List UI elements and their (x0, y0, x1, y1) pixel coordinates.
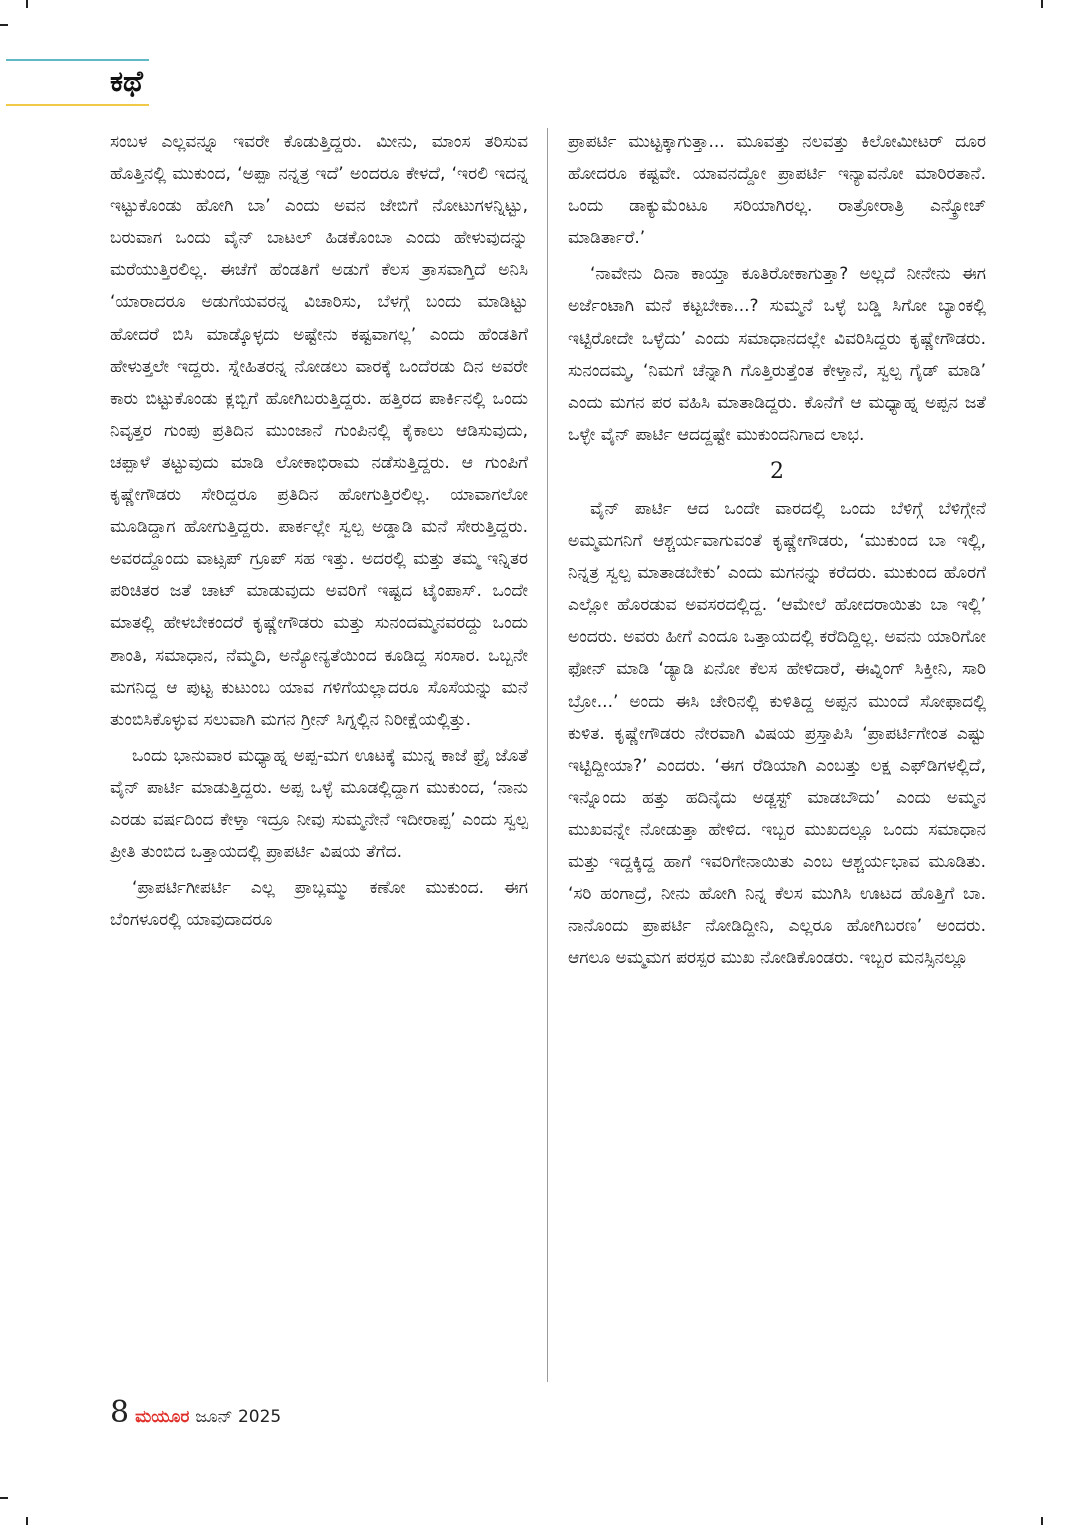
paragraph: ‘ನಾವೇನು ದಿನಾ ಕಾಯ್ತಾ ಕೂತಿರೋಕಾಗುತ್ತಾ? ಅಲ್ಲದೆ ನೀನೇನು ಈಗ ಅರ್ಜೆಂಟಾಗಿ ಮನೆ ಕಟ್ಟಬೇಕಾ...? ಸುಮ್ಮನೆ ಒಳ್ಳೆ ಬಡ್ಡಿ ಸಿಗೋ ಬ್ಯಾಂಕಲ್ಲಿ ಇಟ್ಟಿರೋದೇ ಒಳ್ಳೆದು’ ಎಂದು ಸಮಾಧಾನದಲ್ಲೇ ವಿವರಿಸಿದ್ದರು ಕೃಷ್ಣೇಗೌಡರು. ಸುನಂದಮ್ಮ, ‘ನಿಮಗೆ ಚೆನ್ನಾಗಿ ಗೊತ್ತಿರುತ್ತೆಂತ ಕೇಳ್ತಾನೆ, ಸ್ವಲ್ಪ ಗೈಡ್ ಮಾಡಿ’ ಎಂದು ಮಗನ ಪರ ವಹಿಸಿ ಮಾತಾಡಿದ್ದರು. ಕೊನೆಗೆ ಆ ಮಧ್ಯಾಹ್ನ ಅಪ್ಪನ ಜತೆ ಒಳ್ಳೇ ವೈನ್ ಪಾರ್ಟಿ ಆದದ್ದಷ್ಟೇ ಮುಕುಂದನಿಗಾದ ಲಾಭ. (568, 264, 986, 445)
crop-mark (26, 1517, 28, 1525)
issue-date: ಜೂನ್ 2025 (195, 1407, 282, 1427)
left-column (110, 126, 528, 940)
header-rule-bottom (6, 104, 149, 106)
crop-mark (1041, 0, 1043, 8)
right-column (568, 126, 986, 978)
page-footer (110, 1395, 281, 1429)
crop-mark (26, 0, 28, 8)
column-divider (547, 128, 548, 1382)
paragraph: ಪ್ರಾಪರ್ಟಿ ಮುಟ್ಟಕ್ಕಾಗುತ್ತಾ... ಮೂವತ್ತು ನಲವತ್ತು ಕಿಲೋಮೀಟರ್ ದೂರ ಹೋದರೂ ಕಷ್ಟವೇ. ಯಾವನದ್ದೋ ಪ್ರಾಪರ್ಟಿ ಇನ್ಯಾವನೋ ಮಾರಿರತಾನೆ. ಒಂದು ಡಾಕ್ಯುಮೆಂಟೂ ಸರಿಯಾಗಿರಲ್ಲ. ರಾತ್ರೋರಾತ್ರಿ ಎನ್ಕ್ರೋಚ್ ಮಾಡಿರ್ತಾರೆ.’ (568, 132, 986, 249)
crop-mark (1041, 1517, 1043, 1525)
paragraph: ಸಂಬಳ ಎಲ್ಲವನ್ನೂ ಇವರೇ ಕೊಡುತ್ತಿದ್ದರು. ಮೀನು, ಮಾಂಸ ತರಿಸುವ ಹೊತ್ತಿನಲ್ಲಿ ಮುಕುಂದ, ‘ಅಪ್ಪಾ ನನ್ನತ್ರ ಇದೆ’ ಅಂದರೂ ಕೇಳದೆ, ‘ಇರಲಿ ಇದನ್ನ ಇಟ್ಟುಕೊಂಡು ಹೋಗಿ ಬಾ’ ಎಂದು ಅವನ ಜೇಬಿಗೆ ನೋಟುಗಳನ್ನಿಟ್ಟು, ಬರುವಾಗ ಒಂದು ವೈನ್ ಬಾಟಲ್ ಹಿಡಕೊಂಬಾ ಎಂದು ಹೇಳುವುದನ್ನು ಮರೆಯುತ್ತಿರಲಿಲ್ಲ. ಈಚೆಗೆ ಹೆಂಡತಿಗೆ ಅಡುಗೆ ಕೆಲಸ ತ್ರಾಸವಾಗ್ತಿದೆ ಅನಿಸಿ ‘ಯಾರಾದರೂ ಅಡುಗೆಯವರನ್ನ ವಿಚಾರಿಸು, ಬೆಳಗ್ಗೆ ಬಂದು ಮಾಡಿಟ್ಟು ಹೋದರೆ ಬಿಸಿ ಮಾಡ್ಕೊಳ್ಳದು ಅಷ್ಟೇನು ಕಷ್ಟವಾಗಲ್ಲ’ ಎಂದು ಹೆಂಡತಿಗೆ ಹೇಳುತ್ತಲೇ ಇದ್ದರು. ಸ್ನೇಹಿತರನ್ನ ನೋಡಲು ವಾರಕ್ಕೆ ಒಂದೆರಡು ದಿನ ಅವರೇ ಕಾರು ಬಿಟ್ಟುಕೊಂಡು ಕ್ಲಬ್ಬಿಗೆ ಹೋಗಿಬರುತ್ತಿದ್ದರು. ಹತ್ತಿರದ ಪಾರ್ಕಿನಲ್ಲಿ ಒಂದು ನಿವೃತ್ತರ ಗುಂಪು ಪ್ರತಿದಿನ ಮುಂಜಾನೆ ಗುಂಪಿನಲ್ಲಿ ಕೈಕಾಲು ಆಡಿಸುವುದು, ಚಪ್ಪಾಳೆ ತಟ್ಟುವುದು ಮಾಡಿ ಲೋಕಾಭಿರಾಮ ನಡೆಸುತ್ತಿದ್ದರು. ಆ ಗುಂಪಿಗೆ ಕೃಷ್ಣೇಗೌಡರು ಸೇರಿದ್ದರೂ ಪ್ರತಿದಿನ ಹೋಗುತ್ತಿರಲಿಲ್ಲ. ಯಾವಾಗಲೋ ಮೂಡಿದ್ದಾಗ ಹೋಗುತ್ತಿದ್ದರು. ಪಾರ್ಕಲ್ಲೇ ಸ್ವಲ್ಪ ಅಡ್ಡಾಡಿ ಮನೆ ಸೇರುತ್ತಿದ್ದರು. ಅವರದ್ದೊಂದು ವಾಟ್ಸಪ್ ಗ್ರೂಪ್ ಸಹ ಇತ್ತು. ಅದರಲ್ಲಿ ಮತ್ತು ತಮ್ಮ ಇನ್ನಿತರ ಪರಿಚಿತರ ಜತೆ ಚಾಟ್ ಮಾಡುವುದು ಅವರಿಗೆ ಇಷ್ಟದ ಟೈಂಪಾಸ್. ಒಂದೇ ಮಾತಲ್ಲಿ ಹೇಳಬೇಕಂದರೆ ಕೃಷ್ಣೇಗೌಡರು ಮತ್ತು ಸುನಂದಮ್ಮನವರದ್ದು ಒಂದು ಶಾಂತಿ, ಸಮಾಧಾನ, ನೆಮ್ಮದಿ, ಅನ್ಯೋನ್ಯತೆಯಿಂದ ಕೂಡಿದ್ದ ಸಂಸಾರ. ಒಬ್ಬನೇ ಮಗನಿದ್ದ ಆ ಪುಟ್ಟ ಕುಟುಂಬ ಯಾವ ಗಳಿಗೆಯಲ್ಲಾದರೂ ಸೊಸೆಯನ್ನು ಮನೆ ತುಂಬಿಸಿಕೊಳ್ಳುವ ಸಲುವಾಗಿ ಮಗನ ಗ್ರೀನ್ ಸಿಗ್ನಲ್ಲಿನ ನಿರೀಕ್ಷೆಯಲ್ಲಿತ್ತು. (110, 132, 528, 730)
section-title: ಕಥೆ (110, 64, 143, 98)
paragraph: ವೈನ್ ಪಾರ್ಟಿ ಆದ ಒಂದೇ ವಾರದಲ್ಲಿ ಒಂದು ಬೆಳಿಗ್ಗೆ ಬೆಳಿಗ್ಗೇನೆ ಅಮ್ಮಮಗನಿಗೆ ಆಶ್ಚರ್ಯವಾಗುವಂತೆ ಕೃಷ್ಣೇಗೌಡರು, ‘ಮುಕುಂದ ಬಾ ಇಲ್ಲಿ, ನಿನ್ನತ್ರ ಸ್ವಲ್ಪ ಮಾತಾಡಬೇಕು’ ಎಂದು ಮಗನನ್ನು ಕರೆದರು. ಮುಕುಂದ ಹೊರಗೆ ಎಲ್ಲೋ ಹೊರಡುವ ಅವಸರದಲ್ಲಿದ್ದ. ‘ಆಮೇಲೆ ಹೋದರಾಯಿತು ಬಾ ಇಲ್ಲಿ’ ಅಂದರು. ಅವರು ಹೀಗೆ ಎಂದೂ ಒತ್ತಾಯದಲ್ಲಿ ಕರೆದಿದ್ದಿಲ್ಲ. ಅವನು ಯಾರಿಗೋ ಫೋನ್ ಮಾಡಿ ‘ಡ್ಯಾಡಿ ಏನೋ ಕೆಲಸ ಹೇಳಿದಾರೆ, ಈವ್ನಿಂಗ್ ಸಿಕ್ತೀನಿ, ಸಾರಿ ಬ್ರೋ...’ ಅಂದು ಈಸಿ ಚೇರಿನಲ್ಲಿ ಕುಳಿತಿದ್ದ ಅಪ್ಪನ ಮುಂದೆ ಸೋಫಾದಲ್ಲಿ ಕುಳಿತ. ಕೃಷ್ಣೇಗೌಡರು ನೇರವಾಗಿ ವಿಷಯ ಪ್ರಸ್ತಾಪಿಸಿ ‘ಪ್ರಾಪರ್ಟಿಗೇಂತ ಎಷ್ಟು ಇಟ್ಟಿದ್ದೀಯಾ?’ ಎಂದರು. ‘ಈಗ ರೆಡಿಯಾಗಿ ಎಂಬತ್ತು ಲಕ್ಷ ಎಫ್‌ಡಿಗಳಲ್ಲಿದೆ, ಇನ್ನೊಂದು ಹತ್ತು ಹದಿನೈದು ಅಡ್ಜಸ್ಟ್ ಮಾಡಬೌದು’ ಎಂದು ಅಮ್ಮನ ಮುಖವನ್ನೇ ನೋಡುತ್ತಾ ಹೇಳಿದ. ಇಬ್ಬರ ಮುಖದಲ್ಲೂ ಒಂದು ಸಮಾಧಾನ ಮತ್ತು ಇದ್ದಕ್ಕಿದ್ದ ಹಾಗೆ ಇವರಿಗೇನಾಯಿತು ಎಂಬ ಆಶ್ಚರ್ಯಭಾವ ಮೂಡಿತು. ‘ಸರಿ ಹಂಗಾದ್ರೆ, ನೀನು ಹೋಗಿ ನಿನ್ನ ಕೆಲಸ ಮುಗಿಸಿ ಊಟದ ಹೊತ್ತಿಗೆ ಬಾ. ನಾನೊಂದು ಪ್ರಾಪರ್ಟಿ ನೋಡಿದ್ದೀನಿ, ಎಲ್ಲರೂ ಹೋಗಿಬರಣ’ ಅಂದರು. ಆಗಲೂ ಅಮ್ಮಮಗ ಪರಸ್ಪರ ಮುಖ ನೋಡಿಕೊಂಡರು. ಇಬ್ಬರ ಮನಸ್ಸಿನಲ್ಲೂ (568, 498, 986, 969)
paragraph: ಒಂದು ಭಾನುವಾರ ಮಧ್ಯಾಹ್ನ ಅಪ್ಪ-ಮಗ ಊಟಕ್ಕೆ ಮುನ್ನ ಕಾಜೆ ಫ್ರೈ ಜೊತೆ ವೈನ್ ಪಾರ್ಟಿ ಮಾಡುತ್ತಿದ್ದರು. ಅಪ್ಪ ಒಳ್ಳೆ ಮೂಡಲ್ಲಿದ್ದಾಗ ಮುಕುಂದ, ‘ನಾನು ಎರಡು ವರ್ಷದಿಂದ ಕೇಳ್ತಾ ಇದ್ರೂ ನೀವು ಸುಮ್ಮನೇನೆ ಇದೀರಾಪ್ಪ’ ಎಂದು ಸ್ವಲ್ಪ ಪ್ರೀತಿ ತುಂಬಿದ ಒತ್ತಾಯದಲ್ಲಿ ಪ್ರಾಪರ್ಟಿ ವಿಷಯ ತೆಗೆದ. (110, 745, 528, 863)
page-number: 8 (110, 1395, 130, 1430)
section-number: 2 (770, 458, 784, 484)
header-rule-top (6, 59, 149, 61)
crop-mark (0, 1497, 8, 1499)
paragraph: ‘ಪ್ರಾಪರ್ಟಿಗೀಪರ್ಟಿ ಎಲ್ಲ ಪ್ರಾಬ್ಲಮ್ಮು ಕಣೋ ಮುಕುಂದ. ಈಗ ಬೆಂಗಳೂರಲ್ಲಿ ಯಾವುದಾದರೂ (110, 878, 528, 931)
crop-mark (0, 24, 8, 26)
magazine-logo: ಮಯೂರ (135, 1407, 190, 1427)
